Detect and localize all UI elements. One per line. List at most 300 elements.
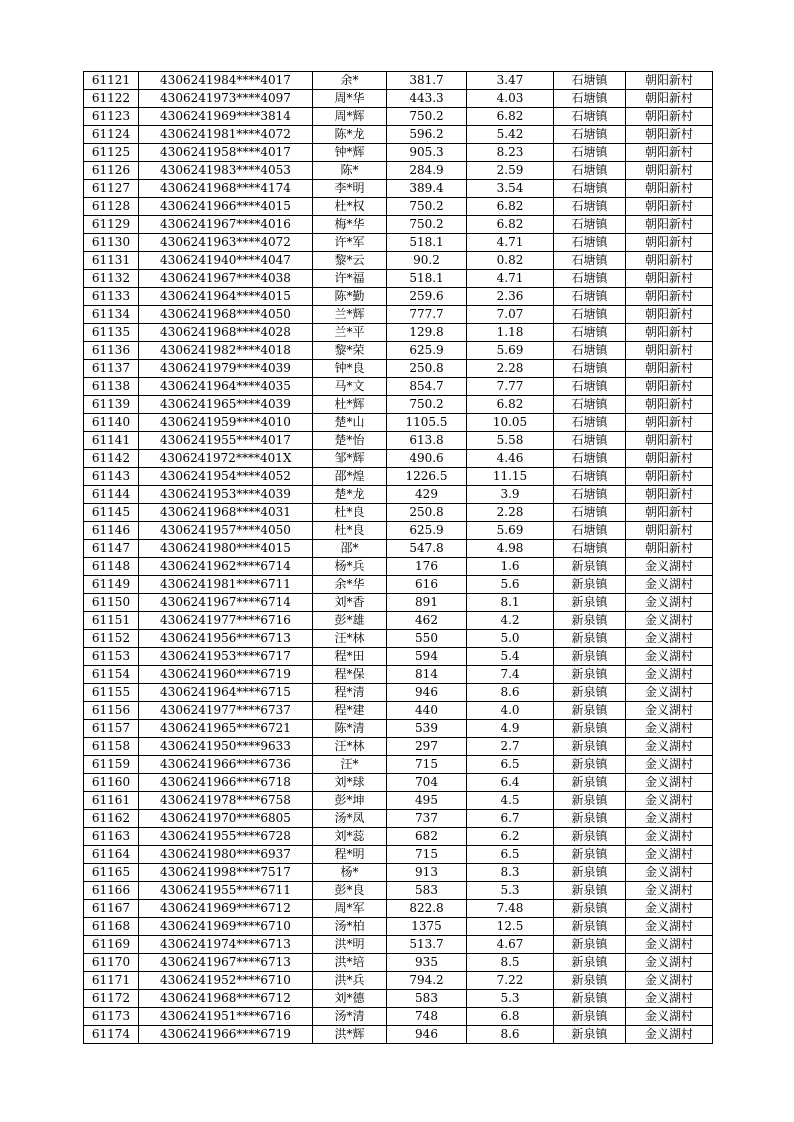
amount-cell: 6.7 — [467, 810, 554, 828]
village-cell: 朝阳新村 — [626, 378, 713, 396]
amount-cell: 5.3 — [467, 882, 554, 900]
village-cell: 朝阳新村 — [626, 180, 713, 198]
village-cell: 朝阳新村 — [626, 504, 713, 522]
amount-cell: 2.36 — [467, 288, 554, 306]
name-cell: 马*文 — [313, 378, 387, 396]
id-card-cell: 4306241967****6713 — [139, 954, 313, 972]
id-card-cell: 4306241983****4053 — [139, 162, 313, 180]
name-cell: 楚*怡 — [313, 432, 387, 450]
area-cell: 777.7 — [387, 306, 467, 324]
table-row — [84, 558, 713, 576]
town-cell: 石塘镇 — [554, 126, 626, 144]
table-row — [84, 666, 713, 684]
table-row — [84, 486, 713, 504]
row-number-cell: 61164 — [84, 846, 139, 864]
table-row — [84, 468, 713, 486]
id-card-cell: 4306241963****4072 — [139, 234, 313, 252]
name-cell: 兰*辉 — [313, 306, 387, 324]
row-number-cell: 61131 — [84, 252, 139, 270]
name-cell: 汤*清 — [313, 1008, 387, 1026]
id-card-cell: 4306241964****4015 — [139, 288, 313, 306]
village-cell: 金义湖村 — [626, 684, 713, 702]
table-row — [84, 72, 713, 90]
town-cell: 石塘镇 — [554, 216, 626, 234]
row-number-cell: 61156 — [84, 702, 139, 720]
name-cell: 楚*山 — [313, 414, 387, 432]
name-cell: 汪*林 — [313, 738, 387, 756]
table-row — [84, 396, 713, 414]
village-cell: 金义湖村 — [626, 666, 713, 684]
area-cell: 518.1 — [387, 234, 467, 252]
village-cell: 朝阳新村 — [626, 486, 713, 504]
name-cell: 程*保 — [313, 666, 387, 684]
id-card-cell: 4306241950****9633 — [139, 738, 313, 756]
amount-cell: 7.07 — [467, 306, 554, 324]
amount-cell: 4.71 — [467, 270, 554, 288]
row-number-cell: 61138 — [84, 378, 139, 396]
town-cell: 石塘镇 — [554, 252, 626, 270]
row-number-cell: 61140 — [84, 414, 139, 432]
amount-cell: 4.5 — [467, 792, 554, 810]
village-cell: 朝阳新村 — [626, 468, 713, 486]
amount-cell: 7.22 — [467, 972, 554, 990]
town-cell: 新泉镇 — [554, 630, 626, 648]
town-cell: 石塘镇 — [554, 234, 626, 252]
row-number-cell: 61160 — [84, 774, 139, 792]
area-cell: 429 — [387, 486, 467, 504]
area-cell: 913 — [387, 864, 467, 882]
amount-cell: 5.3 — [467, 990, 554, 1008]
area-cell: 539 — [387, 720, 467, 738]
id-card-cell: 4306241967****4016 — [139, 216, 313, 234]
town-cell: 新泉镇 — [554, 1008, 626, 1026]
row-number-cell: 61174 — [84, 1026, 139, 1044]
table-row — [84, 234, 713, 252]
name-cell: 许*军 — [313, 234, 387, 252]
table-row — [84, 648, 713, 666]
table-row — [84, 306, 713, 324]
id-card-cell: 4306241968****4050 — [139, 306, 313, 324]
row-number-cell: 61170 — [84, 954, 139, 972]
village-cell: 朝阳新村 — [626, 72, 713, 90]
row-number-cell: 61157 — [84, 720, 139, 738]
id-card-cell: 4306241955****6728 — [139, 828, 313, 846]
village-cell: 金义湖村 — [626, 648, 713, 666]
village-cell: 金义湖村 — [626, 864, 713, 882]
table-row — [84, 882, 713, 900]
row-number-cell: 61143 — [84, 468, 139, 486]
village-cell: 朝阳新村 — [626, 450, 713, 468]
row-number-cell: 61158 — [84, 738, 139, 756]
row-number-cell: 61133 — [84, 288, 139, 306]
village-cell: 朝阳新村 — [626, 432, 713, 450]
table-row — [84, 414, 713, 432]
id-card-cell: 4306241967****4038 — [139, 270, 313, 288]
name-cell: 刘*蕊 — [313, 828, 387, 846]
table-row — [84, 720, 713, 738]
name-cell: 程*建 — [313, 702, 387, 720]
id-card-cell: 4306241966****4015 — [139, 198, 313, 216]
village-cell: 金义湖村 — [626, 990, 713, 1008]
town-cell: 石塘镇 — [554, 360, 626, 378]
table-row — [84, 324, 713, 342]
amount-cell: 2.59 — [467, 162, 554, 180]
village-cell: 金义湖村 — [626, 900, 713, 918]
village-cell: 朝阳新村 — [626, 216, 713, 234]
name-cell: 彭*坤 — [313, 792, 387, 810]
town-cell: 新泉镇 — [554, 720, 626, 738]
name-cell: 邹*辉 — [313, 450, 387, 468]
row-number-cell: 61159 — [84, 756, 139, 774]
name-cell: 钟*良 — [313, 360, 387, 378]
name-cell: 杨* — [313, 864, 387, 882]
amount-cell: 4.46 — [467, 450, 554, 468]
area-cell: 715 — [387, 846, 467, 864]
town-cell: 石塘镇 — [554, 396, 626, 414]
name-cell: 钟*辉 — [313, 144, 387, 162]
amount-cell: 5.42 — [467, 126, 554, 144]
amount-cell: 6.4 — [467, 774, 554, 792]
amount-cell: 6.82 — [467, 216, 554, 234]
id-card-cell: 4306241955****4017 — [139, 432, 313, 450]
name-cell: 程*清 — [313, 684, 387, 702]
name-cell: 邵*煌 — [313, 468, 387, 486]
amount-cell: 1.18 — [467, 324, 554, 342]
village-cell: 金义湖村 — [626, 1026, 713, 1044]
name-cell: 陈*清 — [313, 720, 387, 738]
town-cell: 石塘镇 — [554, 288, 626, 306]
area-cell: 794.2 — [387, 972, 467, 990]
name-cell: 杜*良 — [313, 522, 387, 540]
area-cell: 176 — [387, 558, 467, 576]
name-cell: 杜*权 — [313, 198, 387, 216]
table-row — [84, 972, 713, 990]
amount-cell: 6.2 — [467, 828, 554, 846]
village-cell: 金义湖村 — [626, 810, 713, 828]
row-number-cell: 61173 — [84, 1008, 139, 1026]
table-row — [84, 252, 713, 270]
name-cell: 周*辉 — [313, 108, 387, 126]
table-row — [84, 864, 713, 882]
table-row — [84, 774, 713, 792]
id-card-cell: 4306241957****4050 — [139, 522, 313, 540]
name-cell: 汪* — [313, 756, 387, 774]
table-row — [84, 126, 713, 144]
town-cell: 新泉镇 — [554, 774, 626, 792]
row-number-cell: 61147 — [84, 540, 139, 558]
id-card-cell: 4306241962****6714 — [139, 558, 313, 576]
name-cell: 黎*云 — [313, 252, 387, 270]
amount-cell: 5.69 — [467, 522, 554, 540]
row-number-cell: 61153 — [84, 648, 139, 666]
amount-cell: 6.5 — [467, 846, 554, 864]
id-card-cell: 4306241966****6736 — [139, 756, 313, 774]
id-card-cell: 4306241959****4010 — [139, 414, 313, 432]
town-cell: 石塘镇 — [554, 432, 626, 450]
town-cell: 新泉镇 — [554, 738, 626, 756]
table-row — [84, 846, 713, 864]
amount-cell: 3.47 — [467, 72, 554, 90]
town-cell: 石塘镇 — [554, 468, 626, 486]
village-cell: 朝阳新村 — [626, 288, 713, 306]
id-card-cell: 4306241967****6714 — [139, 594, 313, 612]
area-cell: 594 — [387, 648, 467, 666]
village-cell: 金义湖村 — [626, 936, 713, 954]
area-cell: 946 — [387, 684, 467, 702]
table-body — [84, 72, 713, 1044]
amount-cell: 8.3 — [467, 864, 554, 882]
name-cell: 汪*林 — [313, 630, 387, 648]
row-number-cell: 61126 — [84, 162, 139, 180]
table-row — [84, 828, 713, 846]
row-number-cell: 61135 — [84, 324, 139, 342]
village-cell: 金义湖村 — [626, 738, 713, 756]
id-card-cell: 4306241968****4174 — [139, 180, 313, 198]
area-cell: 737 — [387, 810, 467, 828]
table-row — [84, 288, 713, 306]
row-number-cell: 61155 — [84, 684, 139, 702]
area-cell: 284.9 — [387, 162, 467, 180]
town-cell: 新泉镇 — [554, 702, 626, 720]
name-cell: 汤*柏 — [313, 918, 387, 936]
table-row — [84, 954, 713, 972]
amount-cell: 2.28 — [467, 504, 554, 522]
table-row — [84, 612, 713, 630]
row-number-cell: 61130 — [84, 234, 139, 252]
area-cell: 613.8 — [387, 432, 467, 450]
town-cell: 石塘镇 — [554, 450, 626, 468]
town-cell: 石塘镇 — [554, 108, 626, 126]
village-cell: 金义湖村 — [626, 792, 713, 810]
row-number-cell: 61123 — [84, 108, 139, 126]
table-row — [84, 360, 713, 378]
name-cell: 洪*明 — [313, 936, 387, 954]
area-cell: 583 — [387, 882, 467, 900]
row-number-cell: 61139 — [84, 396, 139, 414]
id-card-cell: 4306241968****4028 — [139, 324, 313, 342]
row-number-cell: 61171 — [84, 972, 139, 990]
name-cell: 周*华 — [313, 90, 387, 108]
town-cell: 新泉镇 — [554, 792, 626, 810]
area-cell: 822.8 — [387, 900, 467, 918]
village-cell: 金义湖村 — [626, 972, 713, 990]
town-cell: 新泉镇 — [554, 558, 626, 576]
village-cell: 金义湖村 — [626, 720, 713, 738]
village-cell: 金义湖村 — [626, 954, 713, 972]
village-cell: 金义湖村 — [626, 774, 713, 792]
row-number-cell: 61124 — [84, 126, 139, 144]
table-row — [84, 630, 713, 648]
area-cell: 625.9 — [387, 342, 467, 360]
name-cell: 陈*勤 — [313, 288, 387, 306]
row-number-cell: 61163 — [84, 828, 139, 846]
id-card-cell: 4306241952****6710 — [139, 972, 313, 990]
name-cell: 洪*辉 — [313, 1026, 387, 1044]
area-cell: 682 — [387, 828, 467, 846]
id-card-cell: 4306241979****4039 — [139, 360, 313, 378]
amount-cell: 8.23 — [467, 144, 554, 162]
amount-cell: 3.54 — [467, 180, 554, 198]
town-cell: 新泉镇 — [554, 846, 626, 864]
id-card-cell: 4306241977****6737 — [139, 702, 313, 720]
village-cell: 金义湖村 — [626, 828, 713, 846]
area-cell: 389.4 — [387, 180, 467, 198]
town-cell: 新泉镇 — [554, 576, 626, 594]
area-cell: 462 — [387, 612, 467, 630]
table-row — [84, 270, 713, 288]
name-cell: 洪*兵 — [313, 972, 387, 990]
name-cell: 邵* — [313, 540, 387, 558]
village-cell: 朝阳新村 — [626, 396, 713, 414]
id-card-cell: 4306241968****6712 — [139, 990, 313, 1008]
row-number-cell: 61121 — [84, 72, 139, 90]
row-number-cell: 61122 — [84, 90, 139, 108]
table-row — [84, 162, 713, 180]
table-row — [84, 198, 713, 216]
town-cell: 新泉镇 — [554, 882, 626, 900]
amount-cell: 6.82 — [467, 198, 554, 216]
row-number-cell: 61127 — [84, 180, 139, 198]
id-card-cell: 4306241970****6805 — [139, 810, 313, 828]
town-cell: 石塘镇 — [554, 342, 626, 360]
id-card-cell: 4306241966****6718 — [139, 774, 313, 792]
table-row — [84, 378, 713, 396]
name-cell: 梅*华 — [313, 216, 387, 234]
id-card-cell: 4306241953****4039 — [139, 486, 313, 504]
town-cell: 新泉镇 — [554, 684, 626, 702]
data-table — [83, 71, 713, 1044]
town-cell: 新泉镇 — [554, 828, 626, 846]
village-cell: 朝阳新村 — [626, 90, 713, 108]
table-row — [84, 504, 713, 522]
village-cell: 朝阳新村 — [626, 306, 713, 324]
amount-cell: 5.6 — [467, 576, 554, 594]
amount-cell: 4.71 — [467, 234, 554, 252]
amount-cell: 6.82 — [467, 108, 554, 126]
amount-cell: 2.7 — [467, 738, 554, 756]
name-cell: 许*福 — [313, 270, 387, 288]
id-card-cell: 4306241956****6713 — [139, 630, 313, 648]
area-cell: 750.2 — [387, 216, 467, 234]
area-cell: 750.2 — [387, 198, 467, 216]
village-cell: 金义湖村 — [626, 576, 713, 594]
village-cell: 金义湖村 — [626, 1008, 713, 1026]
village-cell: 朝阳新村 — [626, 360, 713, 378]
row-number-cell: 61125 — [84, 144, 139, 162]
name-cell: 杜*良 — [313, 504, 387, 522]
town-cell: 石塘镇 — [554, 306, 626, 324]
area-cell: 259.6 — [387, 288, 467, 306]
village-cell: 朝阳新村 — [626, 540, 713, 558]
amount-cell: 5.0 — [467, 630, 554, 648]
village-cell: 金义湖村 — [626, 612, 713, 630]
row-number-cell: 61169 — [84, 936, 139, 954]
id-card-cell: 4306241965****6721 — [139, 720, 313, 738]
id-card-cell: 4306241969****6710 — [139, 918, 313, 936]
name-cell: 彭*良 — [313, 882, 387, 900]
town-cell: 石塘镇 — [554, 144, 626, 162]
name-cell: 洪*培 — [313, 954, 387, 972]
town-cell: 新泉镇 — [554, 756, 626, 774]
village-cell: 朝阳新村 — [626, 108, 713, 126]
amount-cell: 4.03 — [467, 90, 554, 108]
town-cell: 石塘镇 — [554, 198, 626, 216]
village-cell: 朝阳新村 — [626, 126, 713, 144]
table-row — [84, 1008, 713, 1026]
town-cell: 石塘镇 — [554, 504, 626, 522]
area-cell: 550 — [387, 630, 467, 648]
row-number-cell: 61132 — [84, 270, 139, 288]
area-cell: 443.3 — [387, 90, 467, 108]
town-cell: 石塘镇 — [554, 324, 626, 342]
id-card-cell: 4306241966****6719 — [139, 1026, 313, 1044]
area-cell: 1375 — [387, 918, 467, 936]
town-cell: 新泉镇 — [554, 612, 626, 630]
village-cell: 金义湖村 — [626, 756, 713, 774]
town-cell: 石塘镇 — [554, 522, 626, 540]
table-row — [84, 1026, 713, 1044]
id-card-cell: 4306241984****4017 — [139, 72, 313, 90]
amount-cell: 12.5 — [467, 918, 554, 936]
area-cell: 1105.5 — [387, 414, 467, 432]
table-row — [84, 540, 713, 558]
area-cell: 129.8 — [387, 324, 467, 342]
table-row — [84, 90, 713, 108]
name-cell: 刘*香 — [313, 594, 387, 612]
area-cell: 750.2 — [387, 396, 467, 414]
amount-cell: 8.5 — [467, 954, 554, 972]
area-cell: 583 — [387, 990, 467, 1008]
name-cell: 刘*德 — [313, 990, 387, 1008]
town-cell: 新泉镇 — [554, 666, 626, 684]
village-cell: 朝阳新村 — [626, 342, 713, 360]
village-cell: 朝阳新村 — [626, 198, 713, 216]
row-number-cell: 61150 — [84, 594, 139, 612]
name-cell: 周*军 — [313, 900, 387, 918]
area-cell: 715 — [387, 756, 467, 774]
area-cell: 250.8 — [387, 504, 467, 522]
town-cell: 新泉镇 — [554, 990, 626, 1008]
area-cell: 891 — [387, 594, 467, 612]
amount-cell: 5.69 — [467, 342, 554, 360]
village-cell: 朝阳新村 — [626, 522, 713, 540]
name-cell: 兰*平 — [313, 324, 387, 342]
area-cell: 381.7 — [387, 72, 467, 90]
area-cell: 946 — [387, 1026, 467, 1044]
row-number-cell: 61142 — [84, 450, 139, 468]
table-row — [84, 432, 713, 450]
town-cell: 石塘镇 — [554, 414, 626, 432]
name-cell: 刘*球 — [313, 774, 387, 792]
table-row — [84, 144, 713, 162]
amount-cell: 11.15 — [467, 468, 554, 486]
town-cell: 新泉镇 — [554, 936, 626, 954]
table-row — [84, 342, 713, 360]
id-card-cell: 4306241969****6712 — [139, 900, 313, 918]
id-card-cell: 4306241969****3814 — [139, 108, 313, 126]
amount-cell: 8.6 — [467, 684, 554, 702]
amount-cell: 2.28 — [467, 360, 554, 378]
amount-cell: 4.67 — [467, 936, 554, 954]
village-cell: 金义湖村 — [626, 630, 713, 648]
amount-cell: 3.9 — [467, 486, 554, 504]
area-cell: 748 — [387, 1008, 467, 1026]
area-cell: 814 — [387, 666, 467, 684]
table-row — [84, 936, 713, 954]
table-row — [84, 756, 713, 774]
town-cell: 石塘镇 — [554, 378, 626, 396]
town-cell: 石塘镇 — [554, 72, 626, 90]
